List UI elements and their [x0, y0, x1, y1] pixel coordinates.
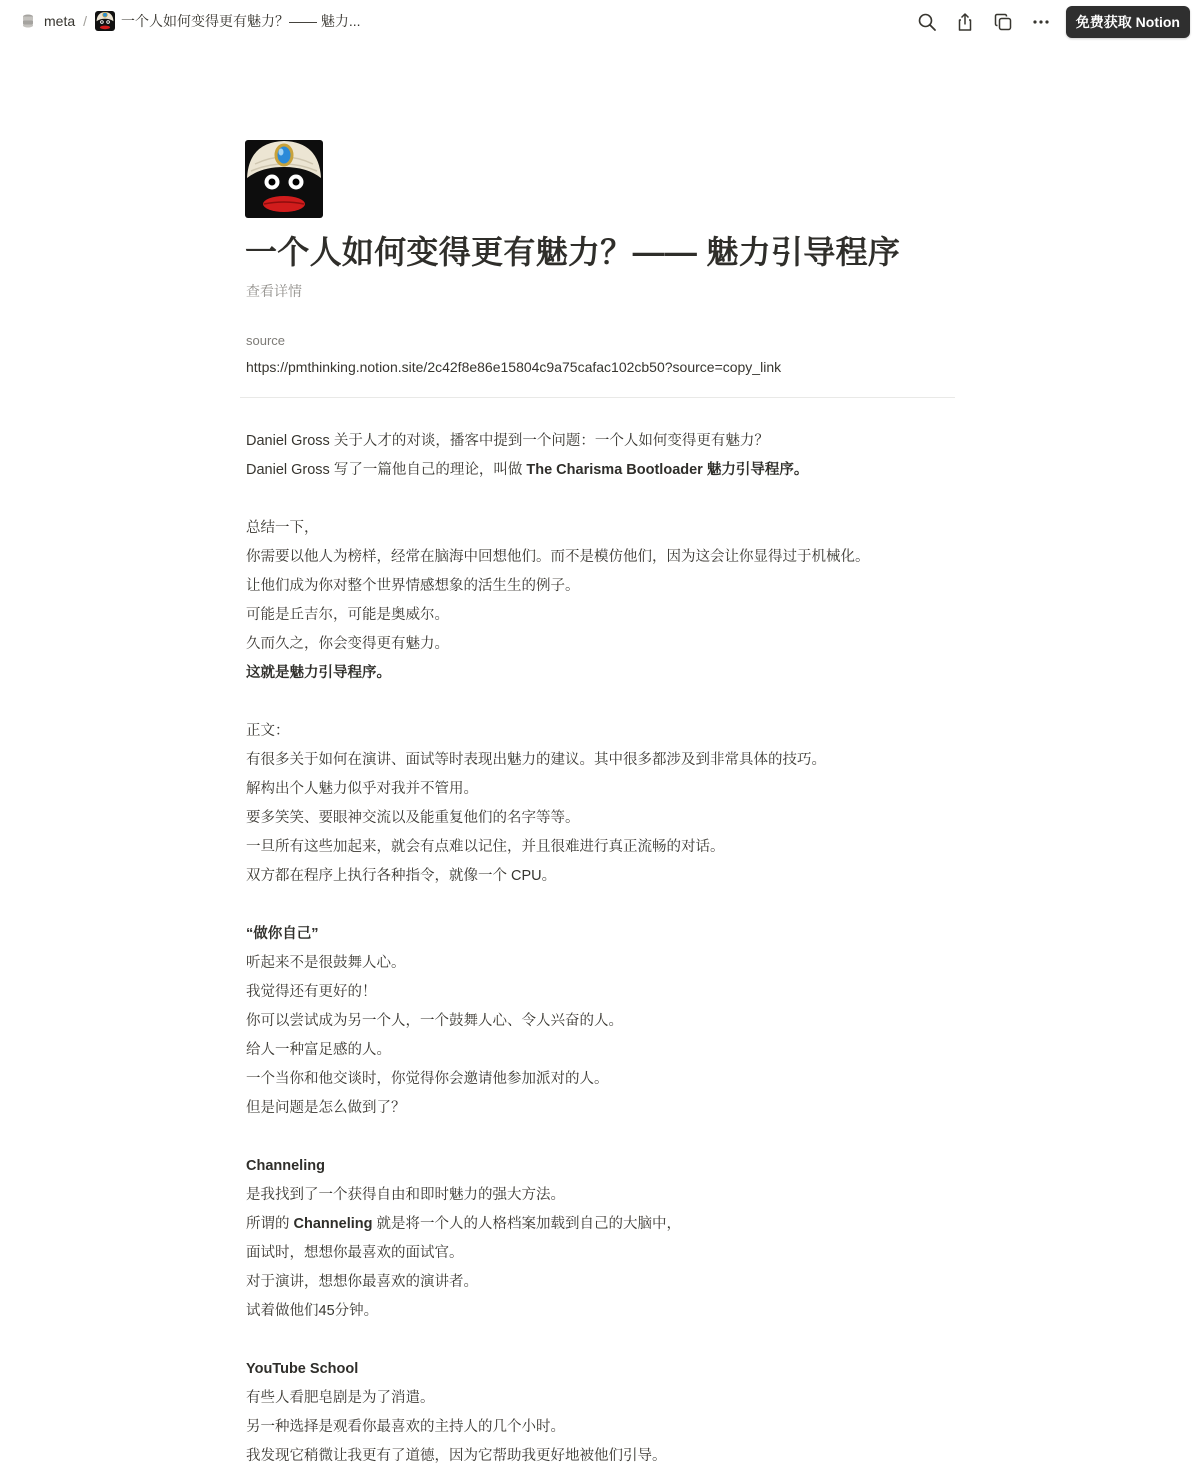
paragraph: 你需要以他人为榜样，经常在脑海中回想他们。而不是模仿他们，因为这会让你显得过于机械化。: [246, 549, 870, 565]
paragraph: [246, 456, 956, 485]
paragraph-text: Daniel Gross 写了一篇他自己的理论，叫做: [246, 462, 527, 478]
paragraph: 你可以尝试成为另一个人，一个鼓舞人心、令人兴奋的人。: [246, 1013, 623, 1029]
share-button[interactable]: [950, 7, 980, 37]
empty-block: [246, 1123, 956, 1152]
section-heading: “做你自己”: [246, 926, 319, 942]
breadcrumb-separator: /: [83, 13, 88, 29]
paragraph: 让他们成为你对整个世界情感想象的活生生的例子。: [246, 578, 580, 594]
database-icon: [20, 13, 36, 29]
get-notion-button[interactable]: 免费获取 Notion: [1066, 6, 1190, 38]
paragraph: 有很多关于如何在演讲、面试等时表现出魅力的建议。其中很多都涉及到非常具体的技巧。: [246, 752, 826, 768]
paragraph: 我觉得还有更好的！: [246, 984, 377, 1000]
paragraph: 总结一下，: [246, 520, 319, 536]
empty-block: [246, 1326, 956, 1355]
bold-text: The Charisma Bootloader 魅力引导程序。: [526, 462, 809, 478]
page-icon[interactable]: [245, 140, 323, 218]
property-label-source: source: [246, 333, 286, 348]
section-heading: YouTube School: [246, 1361, 359, 1377]
paragraph: 是我找到了一个获得自由和即时魅力的强大方法。: [246, 1187, 565, 1203]
paragraph: 有些人看肥皂剧是为了消遣。: [246, 1390, 435, 1406]
search-icon: [917, 12, 937, 32]
more-icon: [1031, 12, 1051, 32]
property-value-source-link[interactable]: https://pmthinking.notion.site/2c42f8e86e15804c9a75cafac102cb50?source=copy_link: [246, 359, 782, 375]
header-actions: [904, 6, 1190, 38]
duplicate-button[interactable]: [988, 7, 1018, 37]
paragraph: 对于演讲，想想你最喜欢的演讲者。: [246, 1274, 478, 1290]
breadcrumb-page[interactable]: [95, 11, 361, 31]
paragraph-text: 所谓的: [246, 1216, 294, 1232]
view-details-link[interactable]: 查看详情: [246, 283, 302, 299]
paragraph: 可能是丘吉尔，可能是奥威尔。: [246, 607, 449, 623]
duplicate-icon: [993, 12, 1013, 32]
paragraph: 我发现它稍微让我更有了道德，因为它帮助我更好地被他们引导。: [246, 1448, 667, 1464]
paragraph: 解构出个人魅力似乎对我并不管用。: [246, 781, 478, 797]
breadcrumb-page-label: 一个人如何变得更有魅力？—— 魅力...: [121, 13, 361, 29]
search-button[interactable]: [912, 7, 942, 37]
share-icon: [955, 12, 975, 32]
page-title: 一个人如何变得更有魅力？—— 魅力引导程序: [245, 234, 901, 270]
paragraph: 但是问题是怎么做到了？: [246, 1100, 406, 1116]
top-bar: [0, 0, 1200, 44]
paragraph: 一个当你和他交谈时，你觉得你会邀请他参加派对的人。: [246, 1071, 609, 1087]
paragraph: 双方都在程序上执行各种指令，就像一个 CPU。: [246, 868, 557, 884]
paragraph: 要多笑笑、要眼神交流以及能重复他们的名字等等。: [246, 810, 580, 826]
paragraph: 试着做他们45分钟。: [246, 1303, 379, 1319]
breadcrumb: [20, 11, 361, 31]
paragraph: 给人一种富足感的人。: [246, 1042, 391, 1058]
paragraph: 久而久之，你会变得更有魅力。: [246, 636, 449, 652]
empty-block: [246, 485, 956, 514]
paragraph: 听起来不是很鼓舞人心。: [246, 955, 406, 971]
page-content: [246, 427, 956, 1471]
paragraph: 面试时，想想你最喜欢的面试官。: [246, 1245, 464, 1261]
page-emoji-icon: [95, 11, 115, 31]
paragraph: 正文：: [246, 723, 290, 739]
empty-block: [246, 688, 956, 717]
bold-paragraph: 这就是魅力引导程序。: [246, 665, 391, 681]
section-heading: Channeling: [246, 1158, 325, 1174]
bold-text: Channeling: [293, 1216, 373, 1232]
properties-divider: [240, 397, 955, 398]
paragraph: 另一种选择是观看你最喜欢的主持人的几个小时。: [246, 1419, 565, 1435]
paragraph: Daniel Gross 关于人才的对谈，播客中提到一个问题：一个人如何变得更有魅力？: [246, 433, 769, 449]
empty-block: [246, 891, 956, 920]
paragraph: [246, 1210, 956, 1239]
breadcrumb-root-label: meta: [44, 13, 76, 29]
paragraph-text: 就是将一个人的人格档案加载到自己的大脑中，: [372, 1216, 682, 1232]
breadcrumb-root[interactable]: [20, 13, 75, 29]
paragraph: 一旦所有这些加起来，就会有点难以记住，并且很难进行真正流畅的对话。: [246, 839, 725, 855]
more-options-button[interactable]: [1026, 7, 1056, 37]
